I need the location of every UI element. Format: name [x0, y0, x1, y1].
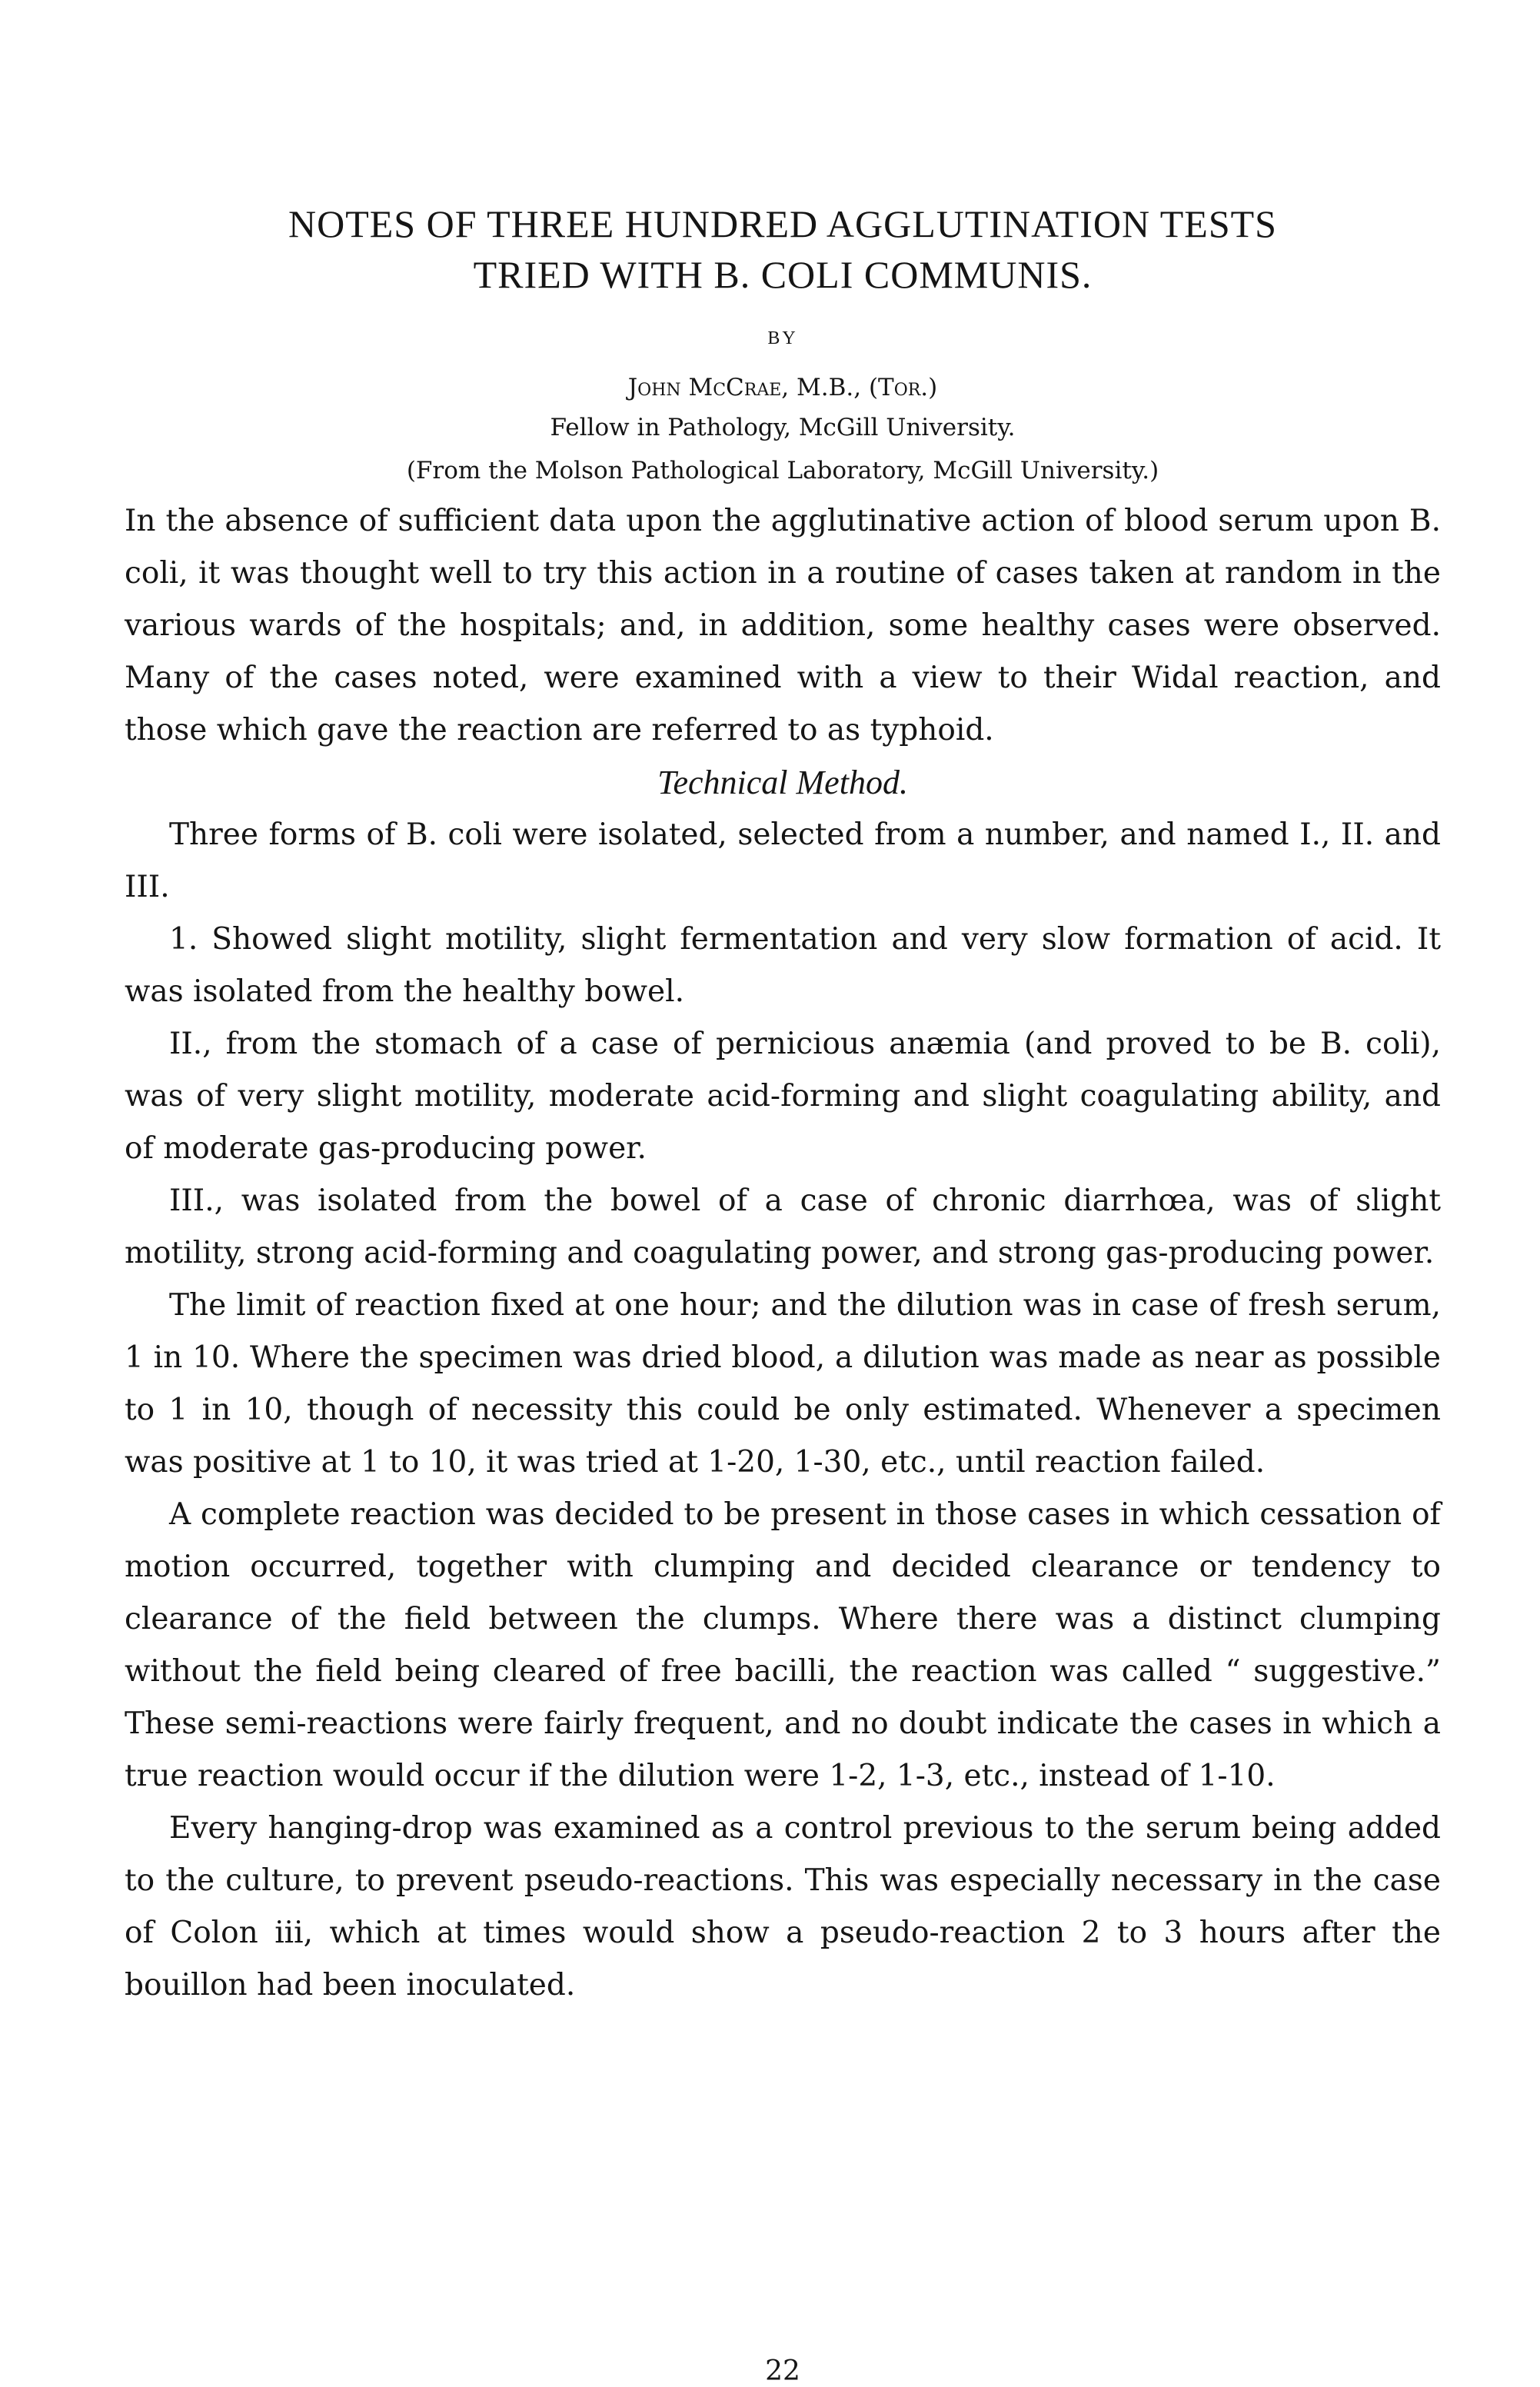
page-number: 22: [765, 2355, 800, 2387]
intro-paragraph: In the absence of sufficient data upon the agglutinative action of blood serum upon B. coli, it was thought well to try this action in a routine of cases taken at random in the various wards of the hospitals; and, in addition, some healthy cases were observed. Many of the cases noted, were examined with a view to their Widal reaction, and those which gave the reaction are referred to as typhoid.: [125, 504, 1441, 747]
byline-label: BY: [767, 328, 798, 348]
method-paragraph-5: The limit of reaction fixed at one hour; and the dilution was in case of fresh serum, 1 in 10. Where the specimen was dried blood, a dilution was made as near as possible to 1 in 10, though of necessity this could be only estimated. Whenever a specimen was positive at 1 to 10, it was tried at 1-20, 1-30, etc., until reaction failed.: [125, 1288, 1441, 1480]
author-name: John McCrae, M.B., (Tor.): [627, 374, 938, 401]
method-paragraph-7: Every hanging-drop was examined as a control previous to the serum being added to the culture, to prevent pseudo-reactions. This was especially necessary in the case of Colon iii, which at times would show a pseudo-reaction 2 to 3 hours after the bouillon had been inoculated.: [125, 1811, 1441, 2002]
method-paragraph-1: Three forms of B. coli were isolated, selected from a number, and named I., II. and III.: [125, 817, 1441, 904]
method-paragraph-3: II., from the stomach of a case of pernicious anæmia (and proved to be B. coli), was of very slight motility, moderate acid-forming and slight coagulating ability, and of moderate gas-producing power.: [125, 1027, 1441, 1166]
method-paragraph-2: 1. Showed slight motility, slight fermentation and very slow formation of acid. It was isolated from the healthy bowel.: [125, 922, 1441, 1009]
document-page: [125, 198, 1441, 2387]
title-line-2: TRIED WITH B. COLI COMMUNIS.: [473, 253, 1093, 296]
method-paragraph-4: III., was isolated from the bowel of a case of chronic diarrhœa, was of slight motility, strong acid-forming and coagulating power, and strong gas-producing power.: [125, 1184, 1441, 1270]
method-paragraph-6: A complete reaction was decided to be present in those cases in which cessation of motion occurred, together with clumping and decided clearance or tendency to clearance of the field between the clumps. Where there was a distinct clumping without the field being cleared of free bacilli, the reaction was called “ suggestive.” These semi-reactions were fairly frequent, and no doubt indicate the cases in which a true reaction would occur if the dilution were 1-2, 1-3, etc., instead of 1-10.: [125, 1497, 1441, 1793]
author-affiliation: Fellow in Pathology, McGill University.: [550, 414, 1016, 441]
title-line-1: NOTES OF THREE HUNDRED AGGLUTINATION TESTS: [288, 202, 1277, 245]
source-laboratory: (From the Molson Pathological Laboratory, McGill University.): [406, 457, 1159, 484]
section-heading: Technical Method.: [657, 764, 908, 801]
article-title: [125, 198, 1441, 300]
article-body: [125, 495, 1441, 2012]
